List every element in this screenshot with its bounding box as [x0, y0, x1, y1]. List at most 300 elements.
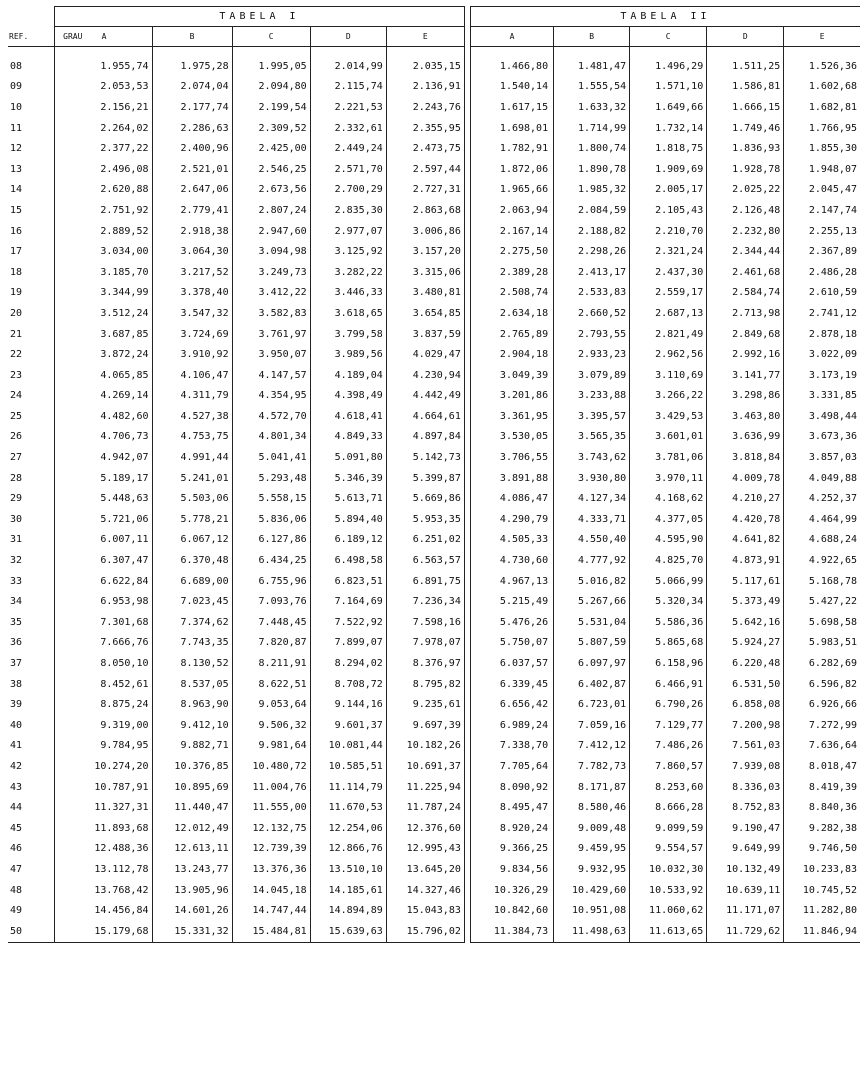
table-row: [8, 344, 860, 365]
table2-d-cell: 4.420,78: [707, 509, 784, 530]
table1-col-a-label: A: [101, 32, 107, 41]
table2-b-cell: 7.059,16: [554, 715, 630, 736]
table1-e-cell: 4.897,84: [386, 427, 464, 448]
table-row: [8, 468, 860, 489]
table2-c-cell: 5.066,99: [630, 571, 707, 592]
table2-e-cell: 3.331,85: [784, 386, 860, 407]
table1-e-cell: 13.645,20: [386, 859, 464, 880]
table2-c-cell: 4.168,62: [630, 488, 707, 509]
ref-cell: 10: [10, 101, 23, 113]
table2-c-cell: 7.129,77: [630, 715, 707, 736]
table-row: [8, 591, 860, 612]
table1-a-cell: 5.448,63: [55, 488, 152, 509]
table1-b-cell: 7.374,62: [152, 612, 232, 633]
ref-cell: 45: [10, 822, 23, 834]
table2-e-cell: 11.846,94: [784, 921, 860, 942]
table2-d-cell: 2.025,22: [707, 180, 784, 201]
table1-d-cell: 2.221,53: [310, 97, 386, 118]
table1-b-cell: 5.503,06: [152, 488, 232, 509]
table2-c-cell: 6.790,26: [630, 694, 707, 715]
table2-b-cell: 2.933,23: [554, 344, 630, 365]
ref-cell: 47: [10, 863, 23, 875]
table2-e-cell: 4.922,65: [784, 550, 860, 571]
table2-e-cell: 1.526,36: [784, 56, 860, 77]
table1-c-cell: 14.045,18: [232, 880, 310, 901]
table2-c-cell: 4.595,90: [630, 530, 707, 551]
table2-e-cell: 5.427,22: [784, 591, 860, 612]
table2-a-cell: 6.339,45: [470, 674, 553, 695]
table1-e-cell: 2.035,15: [386, 56, 464, 77]
table2-e-cell: 9.282,38: [784, 818, 860, 839]
table-row: [8, 180, 860, 201]
table2-a-cell: 2.275,50: [470, 241, 553, 262]
ref-header: REF.: [8, 27, 55, 47]
table2-e-cell: 5.698,58: [784, 612, 860, 633]
table2-d-cell: 10.639,11: [707, 880, 784, 901]
table2-a-cell: 2.508,74: [470, 283, 553, 304]
table1-d-cell: 11.114,79: [310, 777, 386, 798]
table1-a-cell: 11.893,68: [55, 818, 152, 839]
table2-e-cell: 1.948,07: [784, 159, 860, 180]
table2-e-cell: 7.272,99: [784, 715, 860, 736]
table2-c-cell: 3.429,53: [630, 406, 707, 427]
table1-b-cell: 2.074,04: [152, 77, 232, 98]
table1-d-cell: 2.977,07: [310, 221, 386, 242]
table-row: [8, 303, 860, 324]
table1-c-cell: 4.354,95: [232, 386, 310, 407]
table2-b-cell: 1.555,54: [554, 77, 630, 98]
table1-c-cell: 11.004,76: [232, 777, 310, 798]
table2-c-cell: 2.210,70: [630, 221, 707, 242]
table1-e-cell: 4.029,47: [386, 344, 464, 365]
table2-a-cell: 1.965,66: [470, 180, 553, 201]
ref-cell: 27: [10, 452, 23, 464]
table1-b-cell: 5.778,21: [152, 509, 232, 530]
table2-c-cell: 2.437,30: [630, 262, 707, 283]
table1-b-cell: 3.378,40: [152, 283, 232, 304]
table2-c-cell: 1.649,66: [630, 97, 707, 118]
table2-b-cell: 5.016,82: [554, 571, 630, 592]
table2-e-cell: 7.636,64: [784, 736, 860, 757]
table2-c-cell: 3.970,11: [630, 468, 707, 489]
table1-c-cell: 5.293,48: [232, 468, 310, 489]
table1-d-cell: 10.585,51: [310, 756, 386, 777]
table2-d-cell: 2.713,98: [707, 303, 784, 324]
table1-b-cell: 6.689,00: [152, 571, 232, 592]
ref-cell: 31: [10, 534, 23, 546]
table1-a-cell: 10.787,91: [55, 777, 152, 798]
table2-e-cell: 1.855,30: [784, 138, 860, 159]
table2-a-cell: 10.842,60: [470, 900, 553, 921]
table2-c-cell: 2.321,24: [630, 241, 707, 262]
table1-b-cell: 10.895,69: [152, 777, 232, 798]
table2-b-cell: 7.412,12: [554, 736, 630, 757]
table2-e-cell: 6.926,66: [784, 694, 860, 715]
table1-title: TABELA I: [55, 7, 465, 27]
table-row: [8, 447, 860, 468]
table1-a-cell: 3.872,24: [55, 344, 152, 365]
table2-c-cell: 1.732,14: [630, 118, 707, 139]
table1-d-cell: 14.185,61: [310, 880, 386, 901]
ref-cell: 33: [10, 575, 23, 587]
table1-c-cell: 8.211,91: [232, 653, 310, 674]
table2-a-cell: 4.290,79: [470, 509, 553, 530]
ref-cell: 11: [10, 122, 23, 134]
table1-c-cell: 2.199,54: [232, 97, 310, 118]
ref-cell: 50: [8, 921, 55, 942]
table-row: [8, 386, 860, 407]
table1-b-cell: 3.724,69: [152, 324, 232, 345]
table1-a-cell: 3.344,99: [55, 283, 152, 304]
table1-c-cell: 2.807,24: [232, 200, 310, 221]
table-row: [8, 97, 860, 118]
table2-e-cell: 3.857,03: [784, 447, 860, 468]
table1-a-cell: 8.452,61: [55, 674, 152, 695]
table1-a-cell: 5.189,17: [55, 468, 152, 489]
table-row: [8, 880, 860, 901]
table1-b-cell: 12.012,49: [152, 818, 232, 839]
table2-a-cell: 6.656,42: [470, 694, 553, 715]
ref-cell: 22: [10, 349, 23, 361]
table2-e-cell: 1.682,81: [784, 97, 860, 118]
ref-cell: 28: [10, 472, 23, 484]
table1-e-cell: 15.043,83: [386, 900, 464, 921]
table2-c-cell: 2.105,43: [630, 200, 707, 221]
table1-e-cell: 9.235,61: [386, 694, 464, 715]
table1-d-cell: 2.700,29: [310, 180, 386, 201]
table1-e-cell: 6.891,75: [386, 571, 464, 592]
table2-b-cell: 6.723,01: [554, 694, 630, 715]
table-row: [8, 633, 860, 654]
table1-a-cell: 2.156,21: [55, 97, 152, 118]
table2-a-cell: 3.891,88: [470, 468, 553, 489]
spacer-row: [8, 47, 860, 57]
table2-b-cell: 3.395,57: [554, 406, 630, 427]
table-row: [8, 756, 860, 777]
table1-a-cell: 4.706,73: [55, 427, 152, 448]
table1-e-cell: 8.376,97: [386, 653, 464, 674]
table1-d-cell: 4.398,49: [310, 386, 386, 407]
table2-b-cell: 5.267,66: [554, 591, 630, 612]
table2-d-cell: 3.636,99: [707, 427, 784, 448]
ref-cell: 39: [10, 699, 23, 711]
table1-b-cell: 7.743,35: [152, 633, 232, 654]
table1-e-cell: 2.727,31: [386, 180, 464, 201]
ref-cell: 09: [10, 81, 23, 93]
table1-d-cell: 15.639,63: [310, 921, 386, 942]
table2-col-e-header: E: [784, 27, 860, 47]
table1-c-cell: 12.739,39: [232, 839, 310, 860]
table-row: [8, 674, 860, 695]
table1-d-cell: 4.189,04: [310, 365, 386, 386]
ref-cell: 13: [10, 163, 23, 175]
table2-a-cell: 1.872,06: [470, 159, 553, 180]
table2-a-cell: 10.326,29: [470, 880, 553, 901]
table1-a-cell: 6.007,11: [55, 530, 152, 551]
table2-c-cell: 3.266,22: [630, 386, 707, 407]
table2-e-cell: 9.746,50: [784, 839, 860, 860]
table-row: [8, 777, 860, 798]
table2-d-cell: 4.641,82: [707, 530, 784, 551]
table2-c-cell: 1.818,75: [630, 138, 707, 159]
table1-e-cell: 3.837,59: [386, 324, 464, 345]
table1-d-cell: 12.254,06: [310, 818, 386, 839]
table1-d-cell: 3.799,58: [310, 324, 386, 345]
table2-b-cell: 4.127,34: [554, 488, 630, 509]
table2-d-cell: 9.649,99: [707, 839, 784, 860]
table1-e-cell: 3.480,81: [386, 283, 464, 304]
table1-d-cell: 5.613,71: [310, 488, 386, 509]
table2-c-cell: 9.554,57: [630, 839, 707, 860]
table1-d-cell: 5.346,39: [310, 468, 386, 489]
table2-c-cell: 4.377,05: [630, 509, 707, 530]
table1-a-cell: 6.307,47: [55, 550, 152, 571]
table1-e-cell: 8.795,82: [386, 674, 464, 695]
table1-a-cell: 13.768,42: [55, 880, 152, 901]
table1-b-cell: 2.400,96: [152, 138, 232, 159]
table2-a-cell: 6.037,57: [470, 653, 553, 674]
table2-d-cell: 2.126,48: [707, 200, 784, 221]
table2-a-cell: 1.466,80: [470, 56, 553, 77]
table1-e-cell: 3.315,06: [386, 262, 464, 283]
table1-a-cell: 9.784,95: [55, 736, 152, 757]
table2-b-cell: 10.951,08: [554, 900, 630, 921]
table1-a-cell: 2.496,08: [55, 159, 152, 180]
table1-d-cell: 14.894,89: [310, 900, 386, 921]
table2-d-cell: 10.132,49: [707, 859, 784, 880]
table1-c-cell: 9.053,64: [232, 694, 310, 715]
table1-d-cell: 3.446,33: [310, 283, 386, 304]
table2-d-cell: 2.849,68: [707, 324, 784, 345]
table2-e-cell: 4.464,99: [784, 509, 860, 530]
ref-cell: 44: [10, 802, 23, 814]
table1-b-cell: 8.130,52: [152, 653, 232, 674]
table-row: [8, 241, 860, 262]
table1-a-cell: 2.751,92: [55, 200, 152, 221]
table1-c-cell: 2.673,56: [232, 180, 310, 201]
table2-c-cell: 1.909,69: [630, 159, 707, 180]
table2-e-cell: 2.147,74: [784, 200, 860, 221]
table-row: [8, 365, 860, 386]
table1-d-cell: 12.866,76: [310, 839, 386, 860]
table1-e-cell: 10.182,26: [386, 736, 464, 757]
table2-b-cell: 2.793,55: [554, 324, 630, 345]
table1-c-cell: 6.434,25: [232, 550, 310, 571]
table1-a-cell: 4.065,85: [55, 365, 152, 386]
table2-b-cell: 3.565,35: [554, 427, 630, 448]
table1-e-cell: 10.691,37: [386, 756, 464, 777]
table1-e-cell: 4.664,61: [386, 406, 464, 427]
table1-e-cell: 5.142,73: [386, 447, 464, 468]
table1-e-cell: 5.669,86: [386, 488, 464, 509]
table-row: [8, 138, 860, 159]
table2-e-cell: 10.745,52: [784, 880, 860, 901]
table1-c-cell: 13.376,36: [232, 859, 310, 880]
table1-a-cell: 6.953,98: [55, 591, 152, 612]
table2-col-d-header: D: [707, 27, 784, 47]
table1-a-cell: 1.955,74: [55, 56, 152, 77]
table2-a-cell: 11.384,73: [470, 921, 553, 942]
table1-a-cell: 2.620,88: [55, 180, 152, 201]
table2-d-cell: 9.190,47: [707, 818, 784, 839]
ref-cell: 48: [10, 884, 23, 896]
table1-e-cell: 2.863,68: [386, 200, 464, 221]
table2-d-cell: 11.171,07: [707, 900, 784, 921]
table1-a-cell: 2.377,22: [55, 138, 152, 159]
table1-d-cell: 7.522,92: [310, 612, 386, 633]
table2-c-cell: 2.005,17: [630, 180, 707, 201]
table-row: [8, 612, 860, 633]
table1-e-cell: 2.136,91: [386, 77, 464, 98]
table1-d-cell: 8.294,02: [310, 653, 386, 674]
table2-a-cell: 1.698,01: [470, 118, 553, 139]
table2-a-cell: 3.706,55: [470, 447, 553, 468]
table2-e-cell: 2.486,28: [784, 262, 860, 283]
table1-c-cell: 5.558,15: [232, 488, 310, 509]
table1-e-cell: 7.598,16: [386, 612, 464, 633]
table2-d-cell: 5.642,16: [707, 612, 784, 633]
table1-c-cell: 6.755,96: [232, 571, 310, 592]
table-row: [8, 736, 860, 757]
table1-d-cell: 6.498,58: [310, 550, 386, 571]
table2-b-cell: 1.985,32: [554, 180, 630, 201]
table2-col-a-header: A: [470, 27, 553, 47]
table2-d-cell: 3.298,86: [707, 386, 784, 407]
table1-e-cell: 12.995,43: [386, 839, 464, 860]
ref-cell: 21: [10, 328, 23, 340]
ref-cell: 19: [10, 287, 23, 299]
table1-c-cell: 5.836,06: [232, 509, 310, 530]
table1-a-cell: 7.301,68: [55, 612, 152, 633]
table2-d-cell: 4.873,91: [707, 550, 784, 571]
table2-d-cell: 1.511,25: [707, 56, 784, 77]
table1-a-cell: 2.053,53: [55, 77, 152, 98]
table2-b-cell: 1.800,74: [554, 138, 630, 159]
table2-e-cell: 8.840,36: [784, 797, 860, 818]
table2-a-cell: 6.989,24: [470, 715, 553, 736]
table-row: [8, 921, 860, 942]
table1-d-cell: 3.989,56: [310, 344, 386, 365]
table1-c-cell: 3.950,07: [232, 344, 310, 365]
table1-e-cell: 4.442,49: [386, 386, 464, 407]
table1-b-cell: 9.882,71: [152, 736, 232, 757]
table1-e-cell: 5.953,35: [386, 509, 464, 530]
table1-c-cell: 12.132,75: [232, 818, 310, 839]
table1-e-cell: 5.399,87: [386, 468, 464, 489]
table1-d-cell: 4.849,33: [310, 427, 386, 448]
table2-b-cell: 1.890,78: [554, 159, 630, 180]
table2-a-cell: 2.765,89: [470, 324, 553, 345]
table1-b-cell: 1.975,28: [152, 56, 232, 77]
table1-a-cell: 4.269,14: [55, 386, 152, 407]
ref-cell: 36: [10, 637, 23, 649]
table2-e-cell: 11.282,80: [784, 900, 860, 921]
table2-b-cell: 1.481,47: [554, 56, 630, 77]
table2-c-cell: 11.613,65: [630, 921, 707, 942]
table1-d-cell: 2.115,74: [310, 77, 386, 98]
table1-d-cell: 6.823,51: [310, 571, 386, 592]
table-row: [8, 324, 860, 345]
table2-a-cell: 7.705,64: [470, 756, 553, 777]
table1-a-cell: 6.622,84: [55, 571, 152, 592]
table1-b-cell: 13.243,77: [152, 859, 232, 880]
table-row: [8, 900, 860, 921]
table1-c-cell: 6.127,86: [232, 530, 310, 551]
table2-b-cell: 2.533,83: [554, 283, 630, 304]
table2-a-cell: 7.338,70: [470, 736, 553, 757]
table2-c-cell: 4.825,70: [630, 550, 707, 571]
table1-c-cell: 3.094,98: [232, 241, 310, 262]
table2-a-cell: 5.476,26: [470, 612, 553, 633]
table2-c-cell: 6.466,91: [630, 674, 707, 695]
table1-a-cell: 4.482,60: [55, 406, 152, 427]
ref-cell: 14: [10, 184, 23, 196]
table1-e-cell: 6.563,57: [386, 550, 464, 571]
table-row: [8, 221, 860, 242]
table2-b-cell: 1.633,32: [554, 97, 630, 118]
table-row: [8, 262, 860, 283]
table2-e-cell: 3.173,19: [784, 365, 860, 386]
table2-d-cell: 1.586,81: [707, 77, 784, 98]
table2-c-cell: 10.533,92: [630, 880, 707, 901]
table2-b-cell: 7.782,73: [554, 756, 630, 777]
table1-b-cell: 6.067,12: [152, 530, 232, 551]
table1-a-cell: 12.488,36: [55, 839, 152, 860]
table1-d-cell: 4.618,41: [310, 406, 386, 427]
table-row: [8, 839, 860, 860]
table2-c-cell: 10.032,30: [630, 859, 707, 880]
table2-e-cell: 6.596,82: [784, 674, 860, 695]
table2-c-cell: 7.860,57: [630, 756, 707, 777]
table2-c-cell: 6.158,96: [630, 653, 707, 674]
table1-c-cell: 3.761,97: [232, 324, 310, 345]
table1-d-cell: 3.282,22: [310, 262, 386, 283]
table2-d-cell: 2.232,80: [707, 221, 784, 242]
table2-d-cell: 4.009,78: [707, 468, 784, 489]
table2-b-cell: 4.777,92: [554, 550, 630, 571]
table2-e-cell: 6.282,69: [784, 653, 860, 674]
table2-d-cell: 11.729,62: [707, 921, 784, 942]
table2-a-cell: 8.920,24: [470, 818, 553, 839]
table2-b-cell: 1.714,99: [554, 118, 630, 139]
ref-cell: 23: [10, 369, 23, 381]
table2-d-cell: 4.210,27: [707, 488, 784, 509]
table1-a-cell: 13.112,78: [55, 859, 152, 880]
table2-c-cell: 3.110,69: [630, 365, 707, 386]
table2-c-cell: 3.601,01: [630, 427, 707, 448]
table2-c-cell: 8.253,60: [630, 777, 707, 798]
table2-a-cell: 3.530,05: [470, 427, 553, 448]
table-row: [8, 406, 860, 427]
ref-cell: 12: [10, 143, 23, 155]
table1-d-cell: 2.332,61: [310, 118, 386, 139]
table1-c-cell: 10.480,72: [232, 756, 310, 777]
table2-e-cell: 2.045,47: [784, 180, 860, 201]
ref-cell: 32: [10, 555, 23, 567]
table1-a-cell: 8.875,24: [55, 694, 152, 715]
table2-d-cell: 2.461,68: [707, 262, 784, 283]
table1-e-cell: 2.243,76: [386, 97, 464, 118]
table2-b-cell: 2.188,82: [554, 221, 630, 242]
table2-a-cell: 4.086,47: [470, 488, 553, 509]
table2-e-cell: 4.688,24: [784, 530, 860, 551]
ref-cell: 49: [10, 905, 23, 917]
table2-a-cell: 2.063,94: [470, 200, 553, 221]
table2-b-cell: 5.531,04: [554, 612, 630, 633]
ref-cell: 20: [10, 307, 23, 319]
table1-e-cell: 14.327,46: [386, 880, 464, 901]
table1-b-cell: 4.991,44: [152, 447, 232, 468]
